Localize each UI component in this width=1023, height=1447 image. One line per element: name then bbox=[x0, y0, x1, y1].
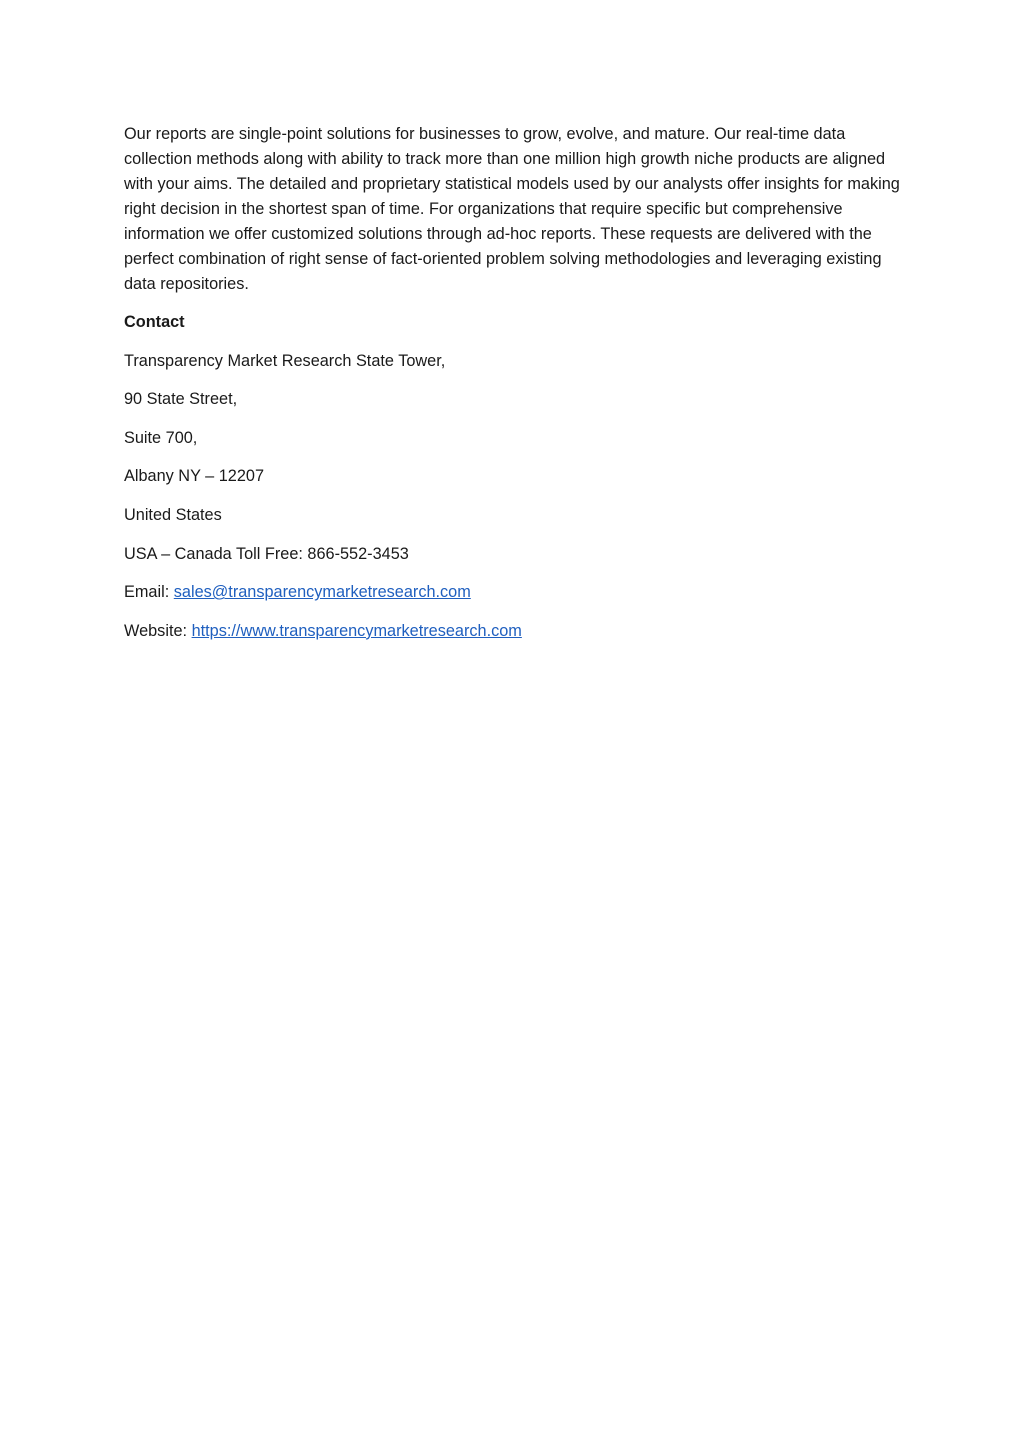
intro-paragraph: Our reports are single-point solutions for businesses to grow, evolve, and mature. Our real-time data collection methods along with ability to track more than one million high growth niche products are aligned with your aims. The detailed and proprietary statistical models used by our analysts offer insights for making right decision in the shortest span of time. For organizations that require specific but comprehensive information we offer customized solutions through ad-hoc reports. These requests are delivered with the perfect combination of right sense of fact-oriented problem solving methodologies and leveraging existing data repositories. bbox=[124, 125, 900, 293]
email-line bbox=[124, 580, 904, 605]
website-label: Website: bbox=[124, 621, 192, 640]
address-line-5: United States bbox=[124, 505, 222, 524]
email-label: Email: bbox=[124, 583, 174, 602]
website-line bbox=[124, 619, 904, 644]
contact-heading: Contact bbox=[124, 313, 185, 331]
document-page bbox=[124, 122, 904, 644]
email-link[interactable]: sales@transparencymarketresearch.com bbox=[173, 583, 471, 602]
website-link[interactable]: https://www.transparencymarketresearch.com bbox=[191, 621, 522, 640]
address-line-3: Suite 700, bbox=[124, 428, 198, 447]
toll-free-line: USA – Canada Toll Free: 866-552-3453 bbox=[124, 544, 409, 563]
address-line-4: Albany NY – 12207 bbox=[124, 467, 265, 486]
address-line-2: 90 State Street, bbox=[124, 390, 238, 409]
address-line-1: Transparency Market Research State Tower, bbox=[124, 351, 446, 370]
